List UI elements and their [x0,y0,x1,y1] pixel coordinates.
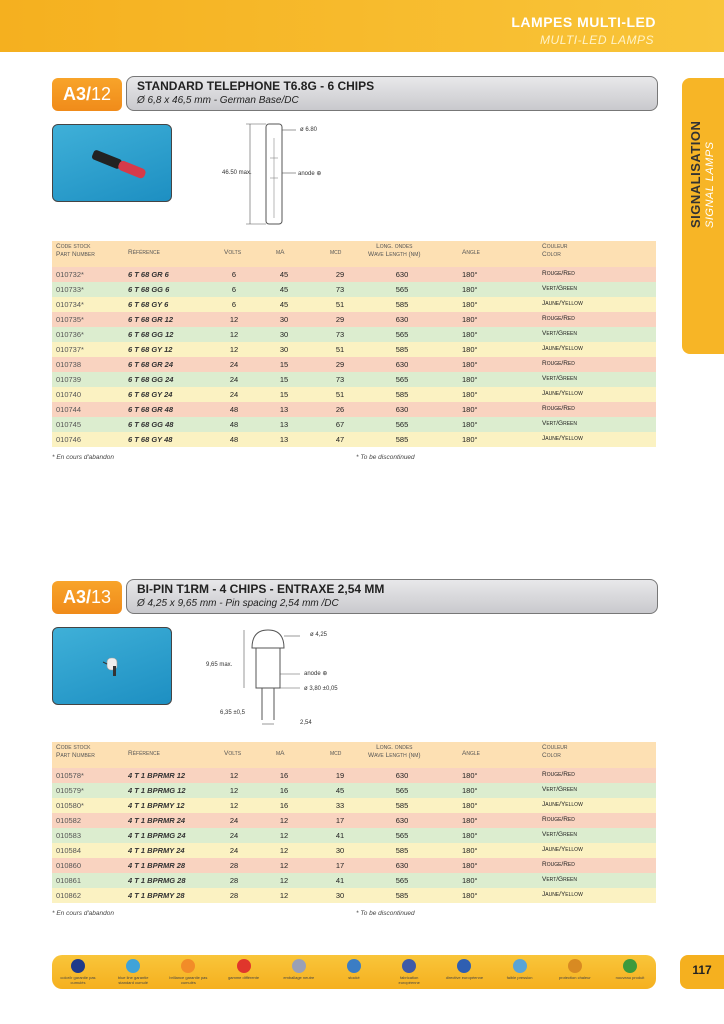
col-wave: Long. ondes Wave Length (nm) [368,744,421,759]
footer-badge-label: brillance garantie pas cumulés [169,975,208,985]
cell-code: 010583 [56,831,82,840]
cell-color: Jaune/Yellow [542,801,583,808]
cell-volts: 6 [231,270,237,279]
side-tab-subtitle: SIGNAL LAMPS [704,141,716,228]
col-volts: Volts [224,750,242,757]
cell-code: 010734* [56,300,84,309]
cell-ma: 12 [279,876,289,885]
header-subtitle: MULTI-LED LAMPS [540,33,654,47]
cell-wave: 630 [395,315,409,324]
header-bar [0,0,724,52]
cell-ma: 12 [279,861,289,870]
footer-badge-icon [568,959,582,973]
cell-angle: 180° [462,285,478,294]
cell-ma: 30 [279,330,289,339]
cell-wave: 565 [395,876,409,885]
cell-mcd: 73 [335,375,345,384]
cell-wave: 630 [395,405,409,414]
cell-color: Vert/Green [542,420,577,427]
cell-angle: 180° [462,315,478,324]
cell-ref: 6 T 68 GY 48 [128,435,173,444]
footer-badge-icon [126,959,140,973]
cell-code: 010578* [56,771,84,780]
cell-ref: 6 T 68 GY 24 [128,390,173,399]
cell-mcd: 51 [335,300,345,309]
cell-wave: 630 [395,270,409,279]
cell-color: Rouge/Red [542,861,575,868]
footer-badge-label: color/ir garantie pas cumulés [60,975,96,985]
table-row [52,357,656,372]
cell-angle: 180° [462,846,478,855]
cell-ref: 4 T 1 BPRMG 28 [128,876,186,885]
cell-volts: 24 [229,360,239,369]
note-en: * To be discontinued [356,454,415,461]
cell-volts: 48 [229,420,239,429]
footer-badge-icon [347,959,361,973]
cell-ref: 4 T 1 BPRMY 24 [128,846,185,855]
product-photo [52,124,172,202]
cell-volts: 24 [229,816,239,825]
col-ma: mA [276,750,285,757]
cell-volts: 24 [229,375,239,384]
cell-wave: 585 [395,300,409,309]
cell-ma: 12 [279,831,289,840]
cell-ref: 4 T 1 BPRMY 28 [128,891,185,900]
cell-mcd: 51 [335,345,345,354]
footer-badge-label: nouveau produit [615,975,645,980]
cell-code: 010745 [56,420,82,429]
cell-wave: 585 [395,390,409,399]
table-row [52,402,656,417]
col-wave: Long. ondes Wave Length (nm) [368,243,421,258]
cell-angle: 180° [462,360,478,369]
footer-badge-icon [513,959,527,973]
cell-angle: 180° [462,270,478,279]
cell-color: Rouge/Red [542,315,575,322]
cell-ma: 15 [279,375,289,384]
footer-badge-label: gamme différente [228,975,260,980]
cell-mcd: 19 [335,771,345,780]
cell-color: Jaune/Yellow [542,345,583,352]
badge-number: 13 [90,587,112,607]
dim-label: 6,35 ±0,5 [220,710,245,716]
footer-badge-icon [457,959,471,973]
table-row [52,843,656,858]
section-subtitle: Ø 4,25 x 9,65 mm - Pin spacing 2,54 mm /DC [137,598,339,609]
cell-code: 010579* [56,786,84,795]
cell-code: 010737* [56,345,84,354]
col-mcd: mcd [330,249,342,256]
col-angle: Angle [462,249,480,256]
cell-mcd: 17 [335,816,345,825]
cell-code: 010740 [56,390,82,399]
cell-ma: 12 [279,846,289,855]
table-body [52,267,656,447]
spec-table [52,742,656,903]
badge-prefix: A3/ [62,84,91,104]
cell-wave: 585 [395,435,409,444]
dim-label: ø 3,80 ±0,05 [304,686,338,692]
footer-badge-label: stocké [348,975,360,980]
cell-ref: 4 T 1 BPRMG 12 [128,786,186,795]
cell-ma: 13 [279,405,289,414]
section-badge [52,581,122,614]
col-color: Couleur Color [542,243,568,258]
lamp-photo-icon [53,628,171,704]
cell-angle: 180° [462,801,478,810]
badge-number: 12 [90,84,112,104]
section-badge [52,78,122,111]
col-angle: Angle [462,750,480,757]
cell-ref: 6 T 68 GR 24 [128,360,174,369]
cell-ref: 4 T 1 BPRMY 12 [128,801,185,810]
cell-ref: 4 T 1 BPRMR 24 [128,816,186,825]
cell-mcd: 29 [335,315,345,324]
cell-angle: 180° [462,420,478,429]
cell-ref: 6 T 68 GY 6 [128,300,169,309]
cell-color: Vert/Green [542,831,577,838]
cell-ref: 6 T 68 GR 12 [128,315,174,324]
cell-ma: 12 [279,816,289,825]
cell-mcd: 51 [335,390,345,399]
cell-color: Jaune/Yellow [542,435,583,442]
table-header [52,241,656,267]
cell-color: Jaune/Yellow [542,891,583,898]
cell-wave: 585 [395,846,409,855]
cell-ma: 12 [279,891,289,900]
cell-wave: 630 [395,771,409,780]
cell-volts: 24 [229,390,239,399]
cell-ref: 6 T 68 GG 48 [128,420,174,429]
cell-mcd: 33 [335,801,345,810]
cell-angle: 180° [462,876,478,885]
cell-angle: 180° [462,816,478,825]
footer-badge-label: protection chaleur [558,975,591,980]
section-subtitle: Ø 6,8 x 46,5 mm - German Base/DC [137,95,299,106]
col-volts: Volts [224,249,242,256]
table-row [52,798,656,813]
cell-ref: 4 T 1 BPRMR 12 [128,771,186,780]
cell-code: 010739 [56,375,82,384]
cell-color: Jaune/Yellow [542,390,583,397]
dim-label: anode ⊕ [298,171,322,177]
dimension-diagram [200,624,360,734]
col-color: Couleur Color [542,744,568,759]
cell-volts: 12 [229,330,239,339]
cell-code: 010580* [56,801,84,810]
cell-volts: 6 [231,300,237,309]
cell-volts: 24 [229,846,239,855]
cell-mcd: 45 [335,786,345,795]
section-title: BI-PIN T1RM - 4 CHIPS - ENTRAXE 2,54 MM [137,582,385,596]
col-ma: mA [276,249,285,256]
cell-volts: 48 [229,435,239,444]
cell-angle: 180° [462,831,478,840]
cell-color: Jaune/Yellow [542,846,583,853]
dim-label: 2,54 [300,720,312,726]
table-body [52,768,656,903]
cell-code: 010582 [56,816,82,825]
page-number: 117 [680,955,724,989]
cell-volts: 12 [229,801,239,810]
side-tab-title: SIGNALISATION [688,120,703,228]
table-row [52,828,656,843]
cell-ma: 45 [279,270,289,279]
table-row [52,267,656,282]
cell-mcd: 47 [335,435,345,444]
footer-badge-label: directive européenne [445,975,484,980]
cell-angle: 180° [462,861,478,870]
cell-ref: 6 T 68 GG 12 [128,330,174,339]
footer-badge-icon [402,959,416,973]
col-code: Code stock Part Number [56,744,95,759]
cell-ma: 16 [279,786,289,795]
table-row [52,282,656,297]
cell-color: Vert/Green [542,375,577,382]
cell-ma: 13 [279,435,289,444]
header-title: LAMPES MULTI-LED [511,14,656,30]
cell-code: 010584 [56,846,82,855]
cell-wave: 565 [395,420,409,429]
cell-code: 010744 [56,405,82,414]
table-row [52,312,656,327]
cell-code: 010735* [56,315,84,324]
cell-angle: 180° [462,345,478,354]
cell-angle: 180° [462,435,478,444]
cell-ma: 30 [279,315,289,324]
cell-angle: 180° [462,330,478,339]
lamp-drawing-icon [200,624,360,734]
table-row [52,297,656,312]
note-fr: * En cours d'abandon [52,910,114,917]
cell-ma: 16 [279,771,289,780]
cell-mcd: 73 [335,330,345,339]
cell-mcd: 30 [335,891,345,900]
cell-ref: 6 T 68 GG 6 [128,285,170,294]
cell-color: Vert/Green [542,285,577,292]
table-row [52,768,656,783]
cell-ma: 15 [279,360,289,369]
cell-volts: 28 [229,861,239,870]
cell-color: Rouge/Red [542,771,575,778]
cell-angle: 180° [462,771,478,780]
cell-volts: 12 [229,771,239,780]
footer-badge-label: emballage neutre [283,975,315,980]
cell-angle: 180° [462,390,478,399]
table-row [52,327,656,342]
cell-wave: 565 [395,786,409,795]
cell-ref: 4 T 1 BPRMG 24 [128,831,186,840]
product-photo [52,627,172,705]
footer-badge-icon [292,959,306,973]
footer-badge-label: fabrication européenne [398,975,420,985]
table-row [52,888,656,903]
dim-label: ø 4,25 [310,632,328,638]
section-title: STANDARD TELEPHONE T6.8G - 6 CHIPS [137,79,375,93]
cell-ref: 4 T 1 BPRMR 28 [128,861,186,870]
cell-mcd: 30 [335,846,345,855]
footer-badge-label: blue line garantie standard cumulé [117,975,149,985]
footer-icon-bar [52,955,656,989]
side-tab [682,78,724,354]
cell-code: 010732* [56,270,84,279]
dim-label: ø 6.80 [300,127,318,133]
cell-code: 010736* [56,330,84,339]
table-row [52,387,656,402]
cell-color: Rouge/Red [542,360,575,367]
cell-wave: 565 [395,831,409,840]
cell-wave: 585 [395,891,409,900]
table-row [52,417,656,432]
cell-angle: 180° [462,891,478,900]
dim-label: 9,65 max. [206,662,233,668]
cell-ref: 6 T 68 GY 12 [128,345,173,354]
cell-color: Vert/Green [542,876,577,883]
section-title-bar [126,579,658,614]
cell-ref: 6 T 68 GR 48 [128,405,174,414]
cell-code: 010860 [56,861,82,870]
cell-code: 010746 [56,435,82,444]
note-fr: * En cours d'abandon [52,454,114,461]
footer-badge-icon [71,959,85,973]
cell-ma: 45 [279,285,289,294]
cell-code: 010861 [56,876,82,885]
cell-mcd: 29 [335,360,345,369]
dimension-diagram [210,118,350,236]
cell-code: 010862 [56,891,82,900]
cell-wave: 585 [395,801,409,810]
col-ref: Référence [128,750,160,757]
table-row [52,813,656,828]
footer-badge-icon [623,959,637,973]
cell-volts: 12 [229,786,239,795]
cell-ma: 13 [279,420,289,429]
footer-badge-icon [181,959,195,973]
cell-angle: 180° [462,375,478,384]
table-row [52,858,656,873]
cell-volts: 48 [229,405,239,414]
cell-color: Jaune/Yellow [542,300,583,307]
table-row [52,372,656,387]
col-ref: Référence [128,249,160,256]
cell-angle: 180° [462,786,478,795]
cell-volts: 6 [231,285,237,294]
cell-color: Vert/Green [542,330,577,337]
table-row [52,342,656,357]
table-row [52,873,656,888]
cell-angle: 180° [462,300,478,309]
footer-badge-icon [237,959,251,973]
cell-code: 010738 [56,360,82,369]
cell-color: Rouge/Red [542,816,575,823]
cell-wave: 565 [395,375,409,384]
table-row [52,432,656,447]
section-title-bar [126,76,658,111]
cell-volts: 28 [229,876,239,885]
cell-volts: 28 [229,891,239,900]
cell-angle: 180° [462,405,478,414]
cell-mcd: 29 [335,270,345,279]
cell-mcd: 17 [335,861,345,870]
cell-wave: 630 [395,360,409,369]
cell-wave: 630 [395,861,409,870]
cell-color: Rouge/Red [542,405,575,412]
cell-color: Rouge/Red [542,270,575,277]
note-en: * To be discontinued [356,910,415,917]
cell-ref: 6 T 68 GG 24 [128,375,174,384]
cell-mcd: 41 [335,831,345,840]
cell-volts: 12 [229,315,239,324]
lamp-drawing-icon [210,118,350,236]
col-mcd: mcd [330,750,342,757]
dim-label: anode ⊕ [304,671,328,677]
table-row [52,783,656,798]
badge-prefix: A3/ [62,587,91,607]
cell-ma: 45 [279,300,289,309]
cell-wave: 585 [395,345,409,354]
table-header [52,742,656,768]
footer-badge-label: faible pression [506,975,533,980]
cell-volts: 12 [229,345,239,354]
cell-ma: 15 [279,390,289,399]
col-code: Code stock Part Number [56,243,95,258]
cell-code: 010733* [56,285,84,294]
cell-wave: 565 [395,285,409,294]
cell-volts: 24 [229,831,239,840]
cell-mcd: 73 [335,285,345,294]
dim-label: 46.50 max. [222,170,252,176]
cell-ma: 30 [279,345,289,354]
spec-table [52,241,656,447]
cell-mcd: 41 [335,876,345,885]
cell-wave: 630 [395,816,409,825]
cell-ref: 6 T 68 GR 6 [128,270,169,279]
lamp-photo-icon [53,125,171,201]
cell-color: Vert/Green [542,786,577,793]
cell-ma: 16 [279,801,289,810]
cell-mcd: 67 [335,420,345,429]
cell-wave: 565 [395,330,409,339]
cell-mcd: 26 [335,405,345,414]
